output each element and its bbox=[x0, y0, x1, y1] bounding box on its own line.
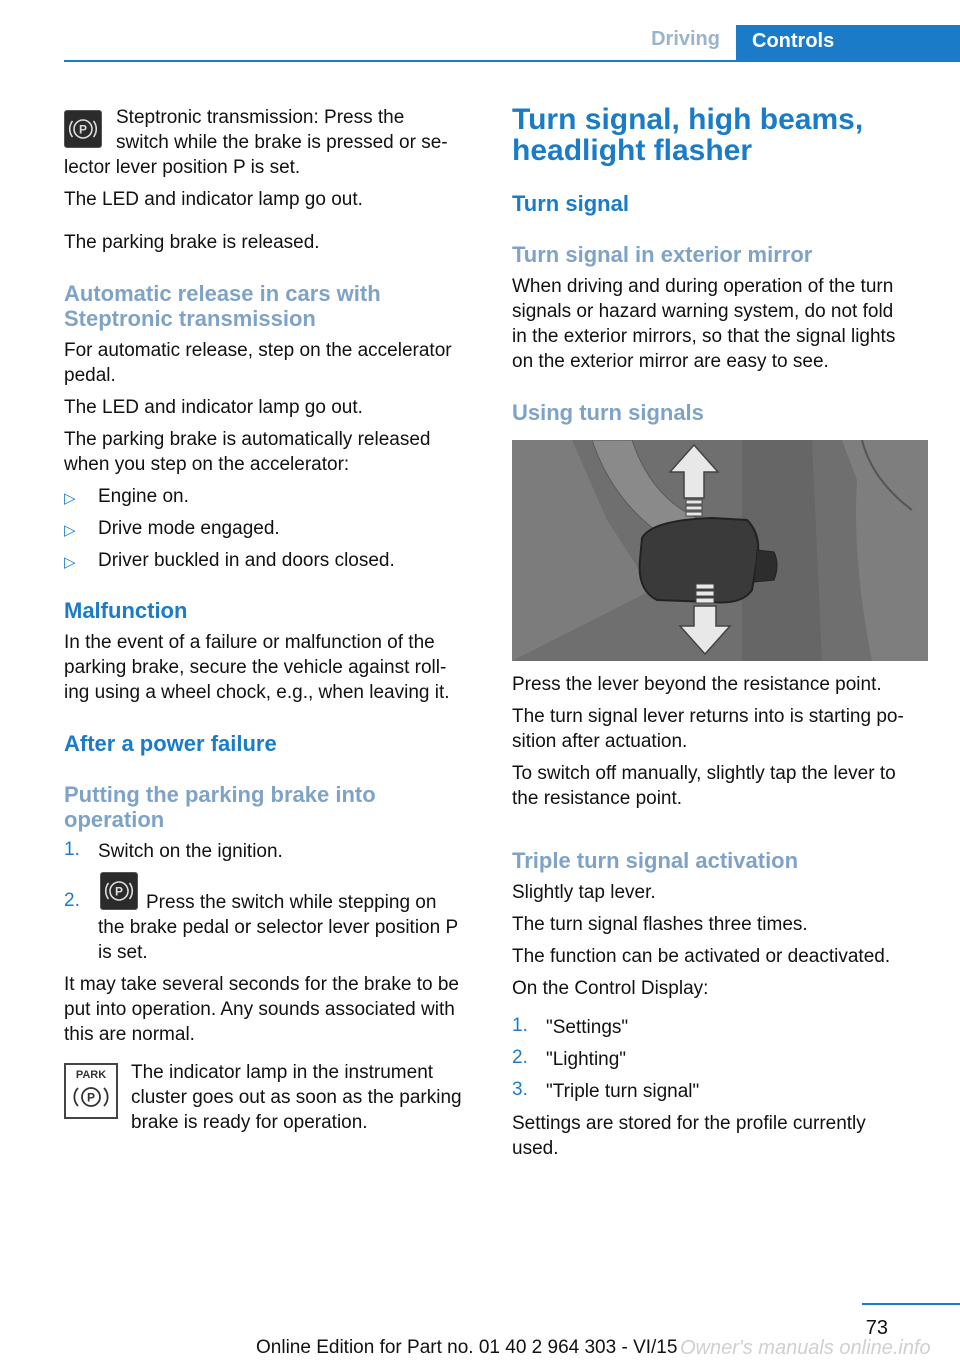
intro-text-line: lector lever position P is set. bbox=[64, 157, 301, 178]
step-text: "Settings" bbox=[546, 1017, 629, 1038]
paragraph: The turn signal flashes three times. bbox=[512, 914, 808, 935]
bullet-icon: ▷ bbox=[64, 490, 76, 507]
paragraph: this are normal. bbox=[64, 1024, 195, 1045]
paragraph: when you step on the accelerator: bbox=[64, 454, 350, 475]
paragraph: in the exterior mirrors, so that the signal lights bbox=[512, 326, 896, 347]
step-text: Press the switch while stepping on bbox=[146, 892, 437, 913]
paragraph: put into operation. Any sounds associated with bbox=[64, 999, 455, 1020]
page-title: Turn signal, high beams, bbox=[512, 103, 864, 136]
paragraph: The LED and indicator lamp go out. bbox=[64, 397, 363, 418]
step-number: 1. bbox=[512, 1015, 528, 1036]
svg-text:P: P bbox=[114, 884, 124, 899]
park-indicator-icon bbox=[64, 1063, 118, 1119]
bullet-icon: ▷ bbox=[64, 554, 76, 571]
paragraph: parking brake, secure the vehicle against roll- bbox=[64, 657, 447, 678]
paragraph: Slightly tap lever. bbox=[512, 882, 656, 903]
svg-text:P: P bbox=[78, 122, 88, 137]
paragraph: When driving and during operation of the turn bbox=[512, 276, 894, 297]
paragraph: On the Control Display: bbox=[512, 978, 709, 999]
subheading-mirror: Turn signal in exterior mirror bbox=[512, 242, 813, 267]
paragraph: The parking brake is released. bbox=[64, 232, 320, 253]
paragraph: signals or hazard warning system, do not fold bbox=[512, 301, 894, 322]
paragraph: The parking brake is automatically released bbox=[64, 429, 431, 450]
subheading-putting-into-operation: Putting the parking brake into bbox=[64, 782, 376, 807]
step-number: 2. bbox=[64, 890, 80, 911]
bullet-icon: ▷ bbox=[64, 522, 76, 539]
paragraph: For automatic release, step on the accelerator bbox=[64, 340, 452, 361]
header-rule bbox=[64, 60, 960, 62]
parking-brake-switch-icon bbox=[100, 872, 138, 910]
step-number: 1. bbox=[64, 839, 80, 860]
footer-rule bbox=[862, 1303, 960, 1305]
svg-text:P: P bbox=[86, 1090, 96, 1105]
paragraph: In the event of a failure or malfunction of the bbox=[64, 632, 435, 653]
paragraph: The function can be activated or deactivated. bbox=[512, 946, 891, 967]
list-item: Drive mode engaged. bbox=[98, 518, 280, 539]
step-text: "Lighting" bbox=[546, 1049, 627, 1070]
page-title: headlight flasher bbox=[512, 134, 753, 167]
heading-power-failure: After a power failure bbox=[64, 731, 277, 756]
subheading-auto-release: Steptronic transmission bbox=[64, 306, 316, 331]
watermark: Owner's manuals online.info bbox=[680, 1337, 931, 1359]
note-text: brake is ready for operation. bbox=[131, 1112, 368, 1133]
paragraph: used. bbox=[512, 1138, 559, 1159]
paragraph: The LED and indicator lamp go out. bbox=[64, 189, 363, 210]
paragraph: Settings are stored for the profile currently bbox=[512, 1113, 866, 1134]
paragraph: The turn signal lever returns into is starting po- bbox=[512, 706, 904, 727]
page-number: 73 bbox=[865, 1317, 888, 1339]
header-section-label: Driving bbox=[651, 28, 720, 50]
step-text: "Triple turn signal" bbox=[546, 1081, 700, 1102]
paragraph: sition after actuation. bbox=[512, 731, 688, 752]
step-number: 3. bbox=[512, 1079, 528, 1100]
header-chapter-tab: Controls bbox=[736, 25, 960, 61]
intro-text-line: Steptronic transmission: Press the bbox=[116, 107, 405, 128]
subheading-auto-release: Automatic release in cars with bbox=[64, 281, 381, 306]
step-text: Switch on the ignition. bbox=[98, 841, 283, 862]
list-item: Driver buckled in and doors closed. bbox=[98, 550, 395, 571]
note-text: The indicator lamp in the instrument bbox=[131, 1062, 434, 1083]
step-text: is set. bbox=[98, 942, 148, 963]
paragraph: on the exterior mirror are easy to see. bbox=[512, 351, 829, 372]
paragraph: ing using a wheel chock, e.g., when leaving it. bbox=[64, 682, 450, 703]
heading-malfunction: Malfunction bbox=[64, 598, 188, 623]
list-item: Engine on. bbox=[98, 486, 189, 507]
parking-brake-switch-icon bbox=[64, 110, 102, 148]
turn-signal-lever-illustration bbox=[512, 440, 928, 661]
heading-turn-signal: Turn signal bbox=[512, 191, 629, 216]
step-number: 2. bbox=[512, 1047, 528, 1068]
note-text: cluster goes out as soon as the parking bbox=[131, 1087, 462, 1108]
subheading-triple-turn-signal: Triple turn signal activation bbox=[512, 848, 799, 873]
footer-edition: Online Edition for Part no. 01 40 2 964 303 - VI/15 bbox=[256, 1337, 678, 1358]
paragraph: Press the lever beyond the resistance point. bbox=[512, 674, 882, 695]
intro-text-line: switch while the brake is pressed or se- bbox=[116, 132, 448, 153]
subheading-putting-into-operation: operation bbox=[64, 807, 165, 832]
paragraph: pedal. bbox=[64, 365, 116, 386]
paragraph: the resistance point. bbox=[512, 788, 683, 809]
subheading-using-turn-signals: Using turn signals bbox=[512, 400, 704, 425]
step-text: the brake pedal or selector lever position P bbox=[98, 917, 459, 938]
paragraph: It may take several seconds for the brake to be bbox=[64, 974, 459, 995]
park-icon-label: PARK bbox=[75, 1069, 107, 1081]
paragraph: To switch off manually, slightly tap the lever to bbox=[512, 763, 896, 784]
